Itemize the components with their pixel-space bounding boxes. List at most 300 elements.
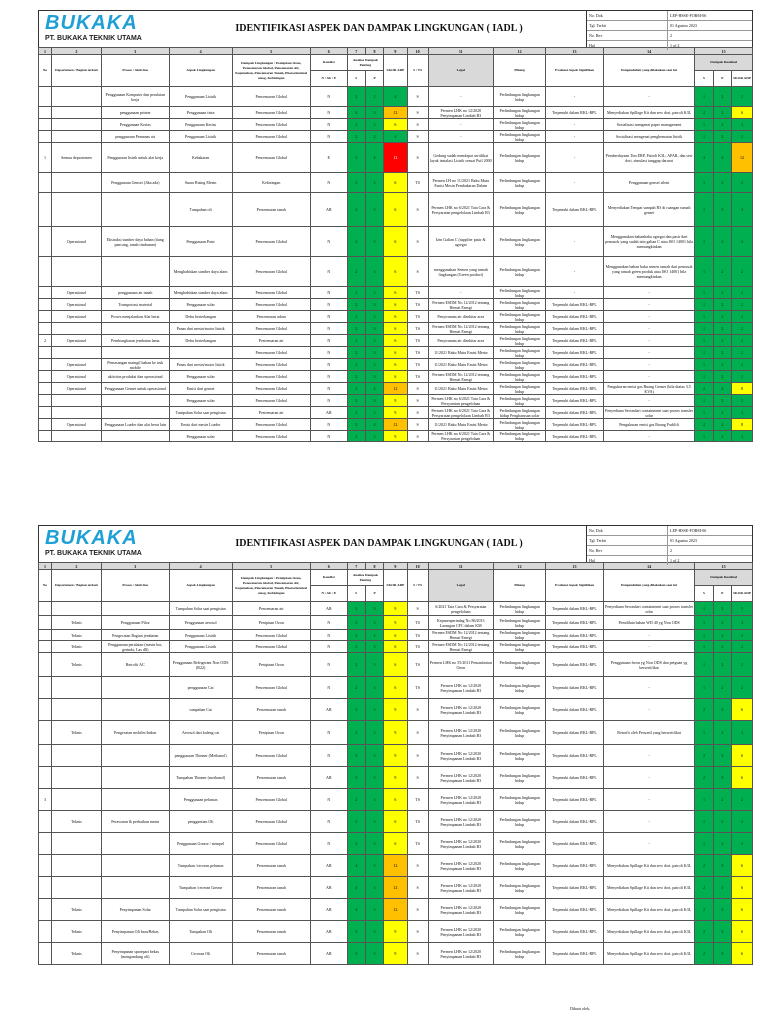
cell-residual-score: 2 [731, 335, 752, 347]
cell-proses: Penyimpanan sparepart bekas (mengandung oli) [101, 943, 169, 965]
cell-residual-score: 3 [731, 119, 752, 131]
cell-score: 6 [384, 630, 408, 641]
cell-pengendalian: - [603, 745, 695, 767]
cell-proses: Pengecatan Bagian jembatan [101, 630, 169, 641]
cell-aspek: Penggunaan Grease / stempel [169, 833, 232, 855]
table-row [39, 107, 753, 119]
cell-proses: Penggunaan listrik untuk alat kerja [101, 143, 169, 173]
cell-proses: Penggunaan Loader dan alat berat lain [101, 419, 169, 431]
cell-residual-p: 4 [713, 383, 731, 395]
table-row [39, 335, 753, 347]
cell-pengendalian: - [603, 335, 695, 347]
cell-legal: Permen LHK no 12/2020 Penyimpanan Limbah B3 [428, 699, 493, 721]
cell-residual-s: 2 [695, 419, 713, 431]
table-row [39, 395, 753, 407]
cell-dampak: Pencemaran Global [232, 833, 310, 855]
cell-pihak: Perlindungan lingkungan hidup [493, 257, 545, 287]
table-row [39, 699, 753, 721]
cell-no [39, 383, 52, 395]
cell-severity: 3 [347, 767, 365, 789]
cell-severity: 2 [347, 789, 365, 811]
cell-proses: Transportasi material [101, 299, 169, 311]
cell-dampak: Pencemaran Global [232, 677, 310, 699]
cell-evaluasi: - [546, 257, 604, 287]
cell-dampak: Pencemaran Global [232, 641, 310, 653]
header-legal: Legal [428, 570, 493, 602]
cell-probability: 2 [365, 630, 383, 641]
cell-residual-s: 1 [695, 335, 713, 347]
cell-evaluasi: Terpenuhi dalam RKL-RPL [546, 767, 604, 789]
cell-dampak: Kebisingan [232, 173, 310, 193]
cell-no [39, 257, 52, 287]
cell-residual-p: 3 [713, 193, 731, 227]
cell-score: 9 [384, 943, 408, 965]
cell-aspek: Emisi dari mesin Loader [169, 419, 232, 431]
cell-residual-s: 1 [695, 371, 713, 383]
cell-dept: Operasional [52, 335, 102, 347]
cell-proses [101, 699, 169, 721]
cell-legal: Permen ESDM No 12/2012 tentang Hemat Energi [428, 371, 493, 383]
cell-aspek: Menghabiskan sumber daya alam [169, 257, 232, 287]
cell-residual-s: 2 [695, 855, 713, 877]
cell-severity: 2 [347, 227, 365, 257]
cell-no [39, 107, 52, 119]
cell-score: 9 [384, 745, 408, 767]
cell-severity: 3 [347, 699, 365, 721]
column-number: 13 [546, 48, 604, 55]
cell-dept [52, 131, 102, 143]
table-row [39, 87, 753, 107]
table-row [39, 287, 753, 299]
cell-residual-score: 6 [731, 921, 752, 943]
column-number: 10 [407, 563, 428, 570]
meta-key: No. Rev [587, 546, 668, 555]
cell-evaluasi: Terpenuhi dalam RKL-RPL [546, 855, 604, 877]
cell-no [39, 311, 52, 323]
cell-residual-p: 3 [713, 767, 731, 789]
cell-dept [52, 699, 102, 721]
column-number: 4 [169, 48, 232, 55]
logo-subtitle: PT. BUKAKA TEKNIK UTAMA [45, 35, 142, 42]
cell-legal: Penyiraman air disekitar area [428, 311, 493, 323]
cell-aspek [169, 347, 232, 359]
cell-score: 6 [384, 677, 408, 699]
cell-kondisi: N [310, 347, 347, 359]
column-number: 2 [52, 48, 102, 55]
cell-aspek: Penggunaan Pasir [169, 227, 232, 257]
cell-pengendalian: Menyediakan Tempat sampah B3 di ruangan rumah genset [603, 193, 695, 227]
cell-score: 6 [384, 193, 408, 227]
cell-residual-s: 1 [695, 789, 713, 811]
cell-severity: 3 [347, 921, 365, 943]
cell-score: 6 [384, 789, 408, 811]
cell-legal: Permen ESDM No 12/2012 tentang Hemat Energi [428, 641, 493, 653]
cell-dept: Operasional [52, 359, 102, 371]
cell-residual-s: 1 [695, 299, 713, 311]
cell-residual-p: 2 [713, 299, 731, 311]
cell-proses [101, 789, 169, 811]
table-row [39, 721, 753, 745]
column-number: 7 [347, 48, 365, 55]
table-row [39, 921, 753, 943]
cell-residual-score: 6 [731, 899, 752, 921]
cell-no [39, 227, 52, 257]
cell-proses: Pemasangan maingil bahan ke truk mobile [101, 359, 169, 371]
cell-pengendalian: Pengukuran emisi gas Buang Genset (bila diatas 3,5 KVA) [603, 383, 695, 395]
cell-stns: S [407, 899, 428, 921]
cell-proses [101, 602, 169, 616]
cell-dept: Operasional [52, 227, 102, 257]
cell-aspek: Tumpahan Solar saat pengisian [169, 602, 232, 616]
header-residual-p: P [713, 71, 731, 87]
cell-score: 6 [384, 653, 408, 677]
cell-kondisi: N [310, 131, 347, 143]
cell-no [39, 287, 52, 299]
cell-pihak: Perlindungan lingkungan hidup [493, 641, 545, 653]
cell-pihak: Perlindungan lingkungan hidup [493, 395, 545, 407]
cell-kondisi: N [310, 641, 347, 653]
cell-legal: Permen LHK no 12/2020 Penyimpanan Limbah B3 [428, 789, 493, 811]
cell-proses [101, 855, 169, 877]
header-p: P [365, 586, 383, 602]
cell-severity: 3 [347, 943, 365, 965]
cell-score: 4 [384, 87, 408, 107]
cell-dept [52, 347, 102, 359]
cell-evaluasi: Terpenuhi dalam RKL-RPL [546, 630, 604, 641]
cell-residual-score: 8 [731, 383, 752, 395]
cell-stns: S [407, 767, 428, 789]
cell-residual-s: 1 [695, 323, 713, 335]
company-logo [45, 528, 155, 560]
cell-evaluasi: Terpenuhi dalam RKL-RPL [546, 431, 604, 442]
cell-aspek: Ceceran Oli [169, 943, 232, 965]
cell-kondisi: AB [310, 855, 347, 877]
cell-no [39, 699, 52, 721]
cell-severity: 3 [347, 419, 365, 431]
cell-probability: 3 [365, 227, 383, 257]
cell-dampak: Pencemaran tanah [232, 767, 310, 789]
cell-dept: Operasional [52, 311, 102, 323]
cell-legal: - [428, 119, 493, 131]
cell-residual-s: 2 [695, 921, 713, 943]
cell-legal: - [428, 287, 493, 299]
header-kondisi: Kondisi [310, 570, 347, 586]
cell-pengendalian: Menggunakan bahanbaku agregat dan pasir dari pemasok yang sudah izin galian C atau ISO 14001 bila memungkinkan [603, 227, 695, 257]
cell-score: 6 [384, 371, 408, 383]
table-row [39, 767, 753, 789]
cell-proses: Penggunaan Genset (Jika ada) [101, 173, 169, 193]
cell-legal: Permen ESDM No 12/2012 tentang Hemat Energi [428, 630, 493, 641]
cell-pihak: Perlindungan lingkungan hidup [493, 87, 545, 107]
meta-value: 01 Agustus 2023 [670, 23, 697, 28]
cell-evaluasi: - [546, 87, 604, 107]
cell-severity: 2 [347, 641, 365, 653]
cell-no: 2 [39, 335, 52, 347]
cell-pengendalian: Pengukuran emisi gas Buang Forklift [603, 419, 695, 431]
cell-dept: Teknis [52, 630, 102, 641]
cell-stns: TS [407, 630, 428, 641]
cell-stns: S [407, 407, 428, 419]
cell-residual-score: 2 [731, 347, 752, 359]
cell-severity: 3 [347, 407, 365, 419]
cell-score: 9 [384, 431, 408, 442]
cell-kondisi: AB [310, 193, 347, 227]
iadl-table [38, 47, 753, 442]
cell-residual-p: 2 [713, 371, 731, 383]
cell-dampak: Pencemaran Global [232, 257, 310, 287]
table-row [39, 419, 753, 431]
cell-score: 9 [384, 602, 408, 616]
cell-residual-s: 2 [695, 899, 713, 921]
cell-no [39, 833, 52, 855]
cell-dampak: Pencemaran Global [232, 811, 310, 833]
cell-no: 3 [39, 789, 52, 811]
header-no: No [39, 570, 52, 602]
cell-dampak: Pencemaran Global [232, 745, 310, 767]
signature-label: Dibuat oleh, [570, 1006, 590, 1011]
cell-kondisi: N [310, 87, 347, 107]
table-row [39, 877, 753, 899]
cell-score: 6 [384, 811, 408, 833]
column-number: 5 [232, 48, 310, 55]
cell-kondisi: N [310, 119, 347, 131]
cell-legal: Permen LHK no 12/2020 Penyimpanan Limbah B3 [428, 833, 493, 855]
cell-residual-p: 2 [713, 131, 731, 143]
column-number: 15 [695, 563, 753, 570]
cell-probability: 3 [365, 877, 383, 899]
table-row [39, 257, 753, 287]
cell-stns: S [407, 395, 428, 407]
cell-probability: 3 [365, 407, 383, 419]
cell-pengendalian: - [603, 789, 695, 811]
cell-pengendalian: - [603, 431, 695, 442]
cell-probability: 3 [365, 616, 383, 630]
cell-pihak: Perlindungan lingkungan hidup [493, 943, 545, 965]
cell-probability: 3 [365, 335, 383, 347]
cell-residual-p: 4 [713, 143, 731, 173]
cell-score: 12 [384, 383, 408, 395]
cell-residual-s: 2 [695, 745, 713, 767]
table-row [39, 299, 753, 311]
header-pihak: Pihang [493, 55, 545, 87]
cell-proses: Penggunaan Genset untuk operasional [101, 383, 169, 395]
cell-pengendalian: - [603, 395, 695, 407]
header-residual-p: P [713, 586, 731, 602]
cell-legal: - [428, 131, 493, 143]
cell-severity: 2 [347, 323, 365, 335]
cell-probability: 3 [365, 299, 383, 311]
cell-no [39, 371, 52, 383]
cell-proses [101, 407, 169, 419]
cell-residual-p: 3 [713, 107, 731, 119]
cell-residual-score: 2 [731, 173, 752, 193]
cell-residual-p: 2 [713, 173, 731, 193]
cell-pihak: Perlindungan lingkungan hidup [493, 193, 545, 227]
cell-kondisi: AB [310, 921, 347, 943]
cell-score: 12 [384, 419, 408, 431]
cell-pihak: Perlindungan lingkungan hidup [493, 107, 545, 119]
cell-aspek: Penggunaan aerosol [169, 616, 232, 630]
cell-score: 6 [384, 227, 408, 257]
cell-legal: Permen LHK no 6/2021 Tata Cara & Persyaratan pengelolaan Limbah B3 [428, 193, 493, 227]
table-row [39, 899, 753, 921]
cell-dept [52, 745, 102, 767]
cell-probability: 3 [365, 943, 383, 965]
header-residual-skor: SKOR ADP [731, 586, 752, 602]
cell-no [39, 323, 52, 335]
cell-aspek: penggantian Oli [169, 811, 232, 833]
meta-key: No. Dok [587, 11, 668, 20]
cell-pengendalian: - [603, 347, 695, 359]
cell-legal: Permen LHK no 12/2020 Penyimpanan Limbah B3 [428, 721, 493, 745]
cell-residual-s: 1 [695, 119, 713, 131]
table-row [39, 407, 753, 419]
table-row [39, 943, 753, 965]
cell-severity: 3 [347, 431, 365, 442]
cell-kondisi: AB [310, 767, 347, 789]
cell-dampak: Pencemaran Global [232, 227, 310, 257]
cell-residual-s: 2 [695, 383, 713, 395]
cell-pihak: Perlindungan lingkungan hidup [493, 359, 545, 371]
header-s: S [347, 71, 365, 87]
cell-dampak: Pencemaran Global [232, 371, 310, 383]
cell-residual-p: 2 [713, 347, 731, 359]
cell-residual-s: 1 [695, 287, 713, 299]
cell-residual-p: 4 [713, 419, 731, 431]
cell-kondisi: N [310, 311, 347, 323]
cell-legal: Penyiraman air disekitar area [428, 335, 493, 347]
cell-legal: Izin Galian C (supplier pasir & agregat [428, 227, 493, 257]
cell-no [39, 87, 52, 107]
document-meta [586, 11, 752, 47]
cell-aspek: penggunaan Thinner (Methanol) [169, 745, 232, 767]
header-residual: Dampak Residual [695, 570, 753, 586]
cell-pengendalian: Menggunakan bahan baku semen ramah dari pemasok yang ramah green produk atau ISO 14001 bila memungkinkan [603, 257, 695, 287]
meta-value: LEP-HSSE-FORM-06 [670, 528, 707, 533]
cell-legal: - [428, 87, 493, 107]
cell-evaluasi: Terpenuhi dalam RKL-RPL [546, 347, 604, 359]
cell-legal: Permen LHK no 12/2020 Penyimpanan Limbah B3 [428, 899, 493, 921]
cell-kondisi: AB [310, 602, 347, 616]
cell-legal: 11/2021 Baku Mutu Emisi Mesin [428, 383, 493, 395]
cell-no [39, 431, 52, 442]
cell-residual-score: 3 [731, 431, 752, 442]
meta-row [587, 526, 752, 536]
cell-probability: 3 [365, 653, 383, 677]
cell-stns: TS [407, 616, 428, 630]
cell-evaluasi: Terpenuhi dalam RKL-RPL [546, 371, 604, 383]
cell-no [39, 419, 52, 431]
cell-kondisi: AB [310, 877, 347, 899]
cell-legal: Permen LHK no 6/2021 Tata Cara & Persyaratan pengelolaan [428, 395, 493, 407]
cell-proses: penggunaan air tanah [101, 287, 169, 299]
cell-stns: S [407, 721, 428, 745]
meta-row [587, 31, 752, 41]
cell-severity: 2 [347, 299, 365, 311]
meta-key: Hal [587, 41, 668, 50]
cell-proses: Penyimpanan Solar [101, 899, 169, 921]
cell-residual-s: 2 [695, 699, 713, 721]
table-row [39, 616, 753, 630]
cell-probability: 3 [365, 431, 383, 442]
cell-pihak: Perlindungan lingkungan hidup [493, 347, 545, 359]
cell-probability: 3 [365, 602, 383, 616]
cell-pengendalian: - [603, 323, 695, 335]
cell-probability: 4 [365, 383, 383, 395]
cell-residual-p: 3 [713, 395, 731, 407]
cell-pengendalian: - [603, 87, 695, 107]
cell-kondisi: N [310, 616, 347, 630]
column-number: 5 [232, 563, 310, 570]
cell-dampak: Pencemaran Global [232, 383, 310, 395]
cell-residual-score: 2 [731, 87, 752, 107]
cell-proses: Penggunaan Komputer dan peralatan kerja [101, 87, 169, 107]
header-skor: SKOR ADP [384, 570, 408, 602]
cell-legal: 11/2021 Baku Mutu Emisi Mesin [428, 419, 493, 431]
cell-probability: 3 [365, 287, 383, 299]
cell-kondisi: N [310, 789, 347, 811]
cell-residual-score: 2 [731, 311, 752, 323]
cell-pihak: Perlindungan lingkungan hidup [493, 371, 545, 383]
cell-no [39, 653, 52, 677]
cell-pengendalian: - [603, 299, 695, 311]
cell-score: 6 [384, 287, 408, 299]
column-number: 11 [428, 563, 493, 570]
header-kondisi-sub: N / Ab / E [310, 71, 347, 87]
cell-severity: 2 [347, 359, 365, 371]
cell-residual-p: 2 [713, 641, 731, 653]
header-row [39, 55, 753, 71]
cell-proses: Penyimpanan Oli bara/Bekas [101, 921, 169, 943]
cell-dept [52, 87, 102, 107]
cell-dampak: Pencemaran Global [232, 107, 310, 119]
cell-dept: Semua departemen [52, 143, 102, 173]
cell-residual-score: 3 [731, 616, 752, 630]
cell-pihak: Perlindungan lingkungan hidup [493, 899, 545, 921]
cell-kondisi: E [310, 143, 347, 173]
cell-pengendalian: Penggunaan freon yg Non ODS dan petguan yg bersertifikat [603, 653, 695, 677]
cell-proses: Penggunaan peralatan (mesin bor, gerinda, Las dll) [101, 641, 169, 653]
cell-stns: S [407, 943, 428, 965]
cell-dampak: Pencemaran Global [232, 789, 310, 811]
cell-evaluasi: Terpenuhi dalam RKL-RPL [546, 899, 604, 921]
cell-pihak: Perlindungan lingkungan hidup [493, 299, 545, 311]
cell-dept: Teknis [52, 811, 102, 833]
cell-no [39, 131, 52, 143]
cell-kondisi: N [310, 431, 347, 442]
header-pengendalian: Pengendalian yang dilakukan saat ini [603, 570, 695, 602]
cell-evaluasi: Terpenuhi dalam RKL-RPL [546, 335, 604, 347]
cell-pengendalian: - [603, 833, 695, 855]
cell-residual-p: 2 [713, 677, 731, 699]
cell-kondisi: N [310, 653, 347, 677]
cell-residual-score: 2 [731, 811, 752, 833]
table-row [39, 173, 753, 193]
cell-aspek: Suara Bising Mesin [169, 173, 232, 193]
cell-pihak: Perlindungan lingkungan hidup [493, 921, 545, 943]
cell-stns: S [407, 119, 428, 131]
column-number: 14 [603, 48, 695, 55]
cell-dampak: Pencemaran tanah [232, 921, 310, 943]
cell-residual-score: 2 [731, 371, 752, 383]
cell-pihak: Perlindungan lingkungan hidup [493, 311, 545, 323]
cell-dampak: Pencemaran Global [232, 395, 310, 407]
cell-kondisi: N [310, 173, 347, 193]
cell-evaluasi: Terpenuhi dalam RKL-RPL [546, 641, 604, 653]
cell-aspek: Penggunaan Kertas [169, 119, 232, 131]
cell-dept: Operasional [52, 287, 102, 299]
column-number: 11 [428, 48, 493, 55]
